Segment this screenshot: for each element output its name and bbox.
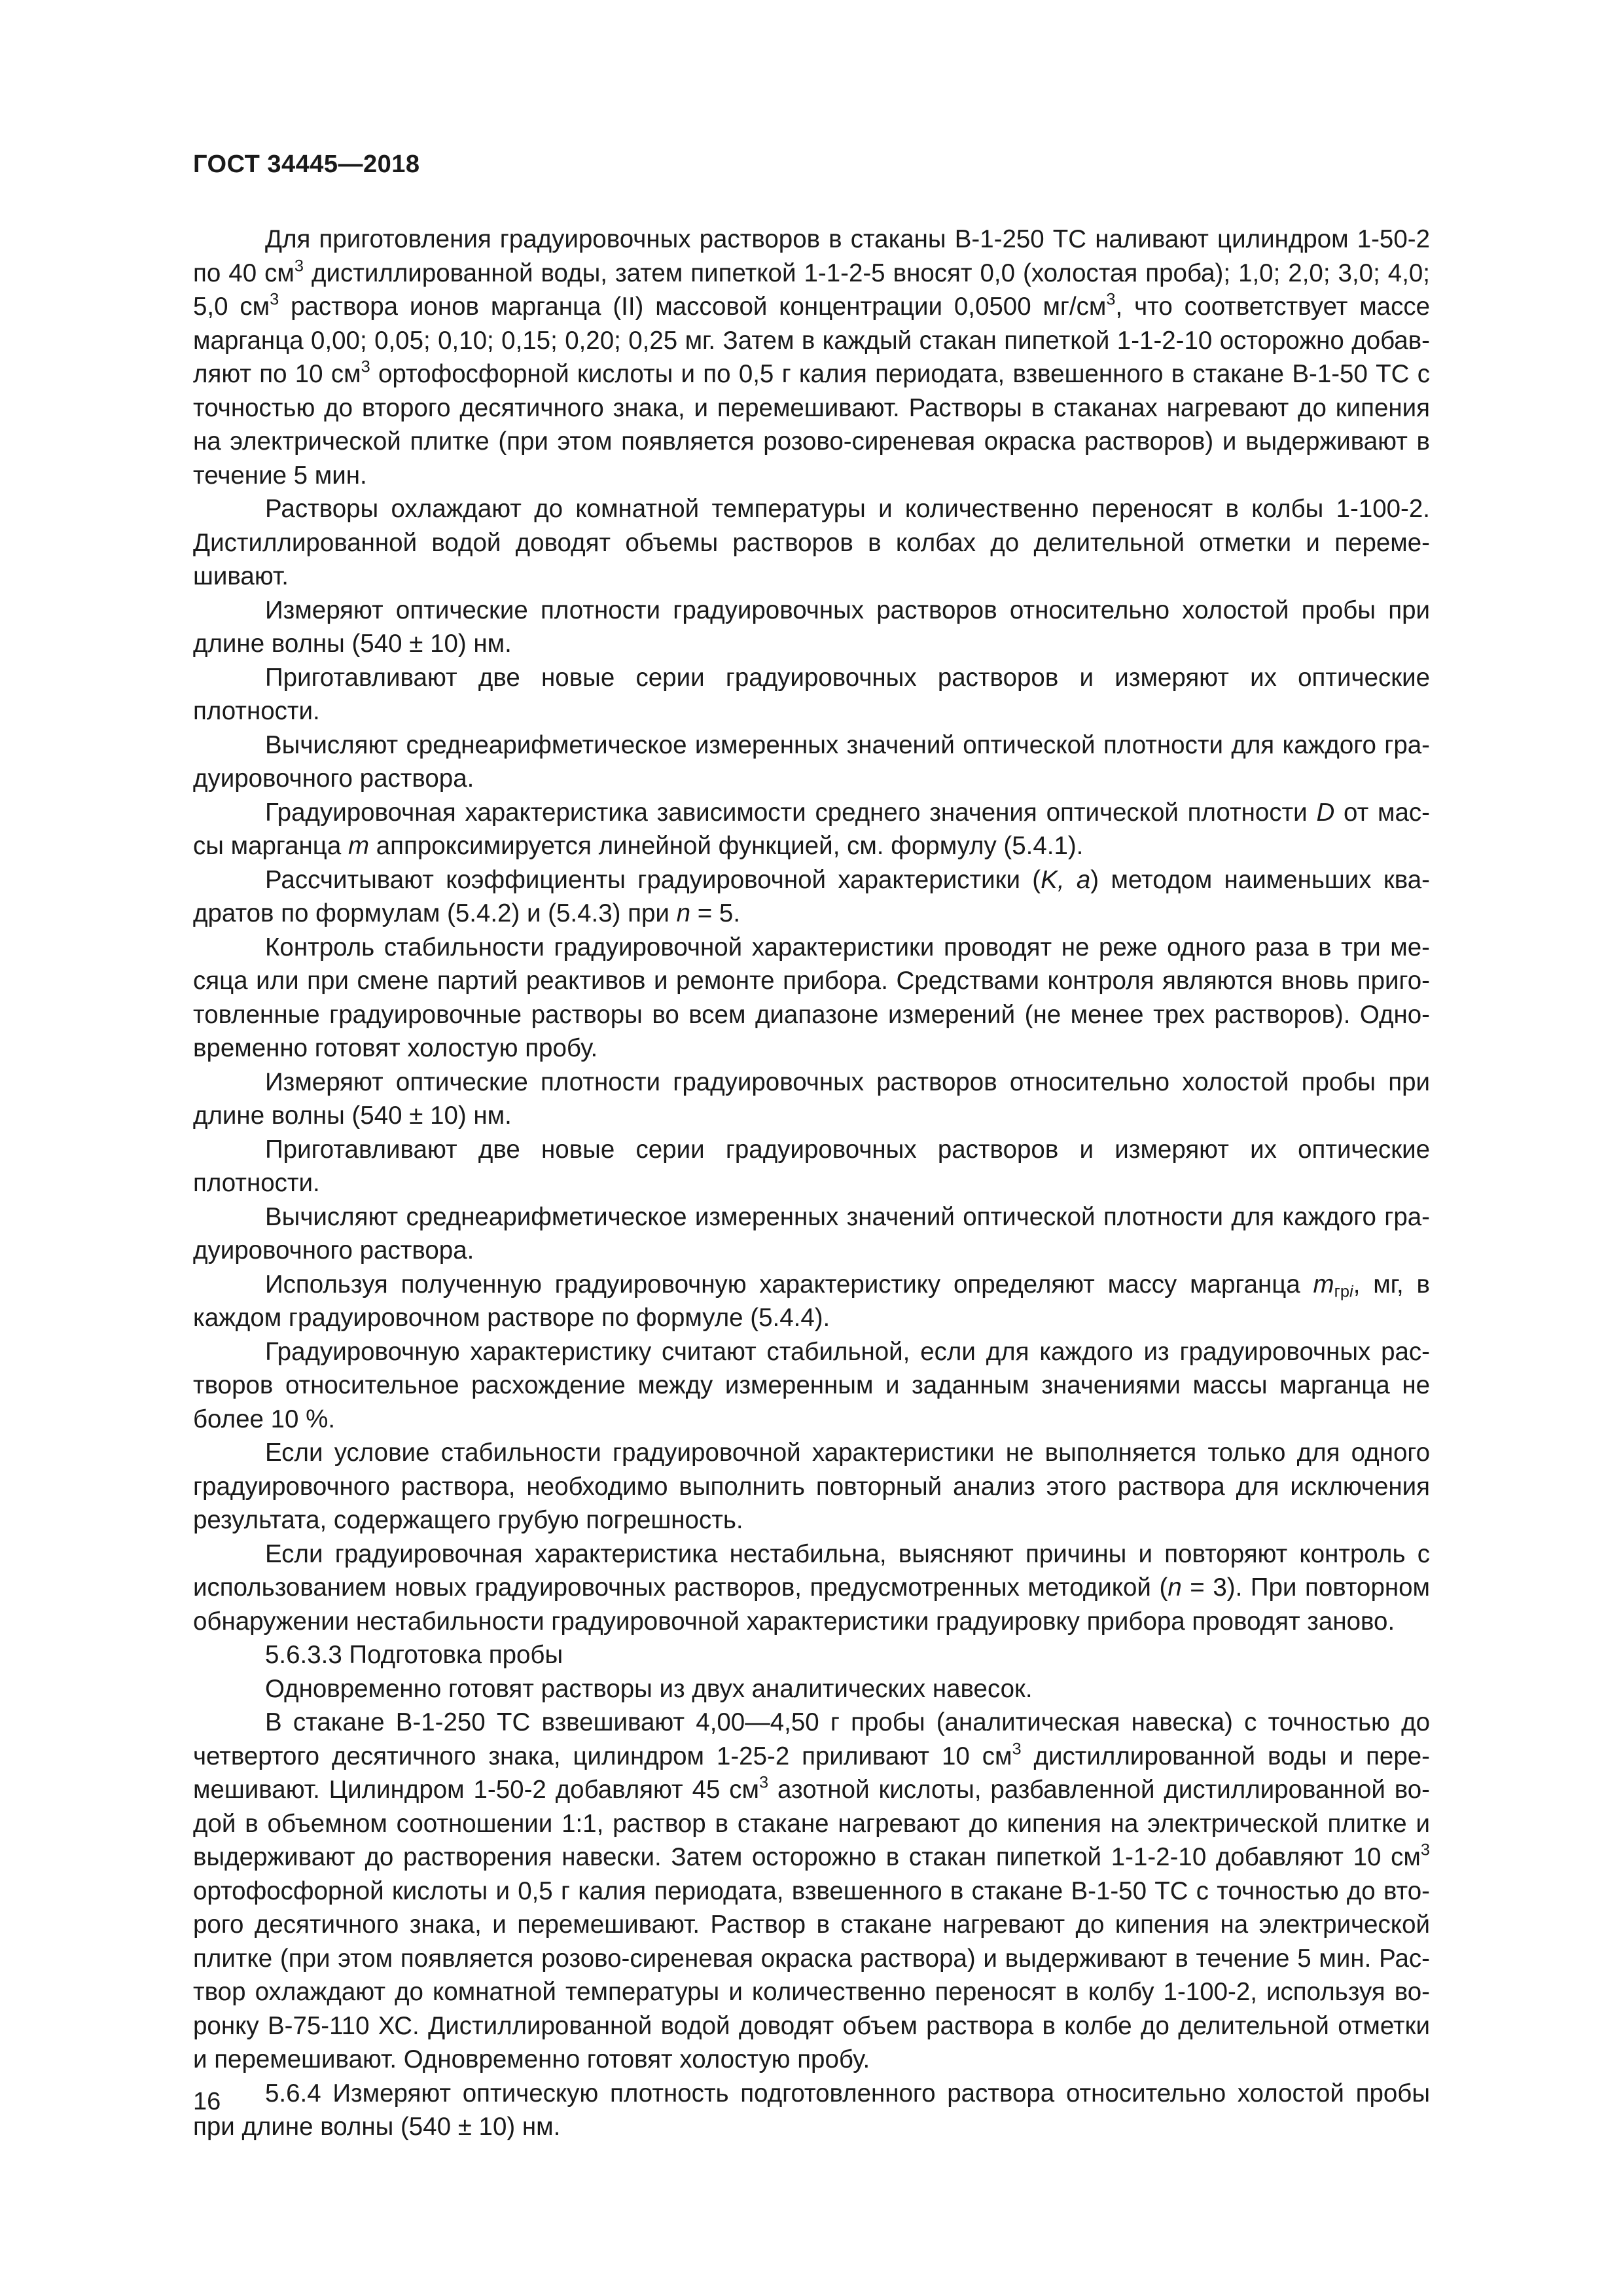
paragraph: Градуировочную характеристику считают стабильной, если для каждого из градуировочных растворов относительное расхождение между измеренным и заданным значениями массы марганца не более 10 %. [193, 1337, 1430, 1433]
paragraph: Если условие стабильности градуировочной характеристики не выполняется только для одного градуировочного раствора, необходимо выполнить повторный анализ этого раствора для исключения результата, содержащего грубую погрешность. [193, 1439, 1430, 1534]
page-header-standard: ГОСТ 34445—2018 [193, 151, 420, 178]
paragraph: Для приготовления градуировочных растворов в стаканы В-1-250 ТС наливают цилиндром 1-50-2 по 40 $см^3$ дистиллированной воды, затем пипеткой 1-1-2-5 вносят 0,0 (холостая проба); 1,0; 2,0; 3,0; 4,0; 5,0 $см^3$ раствора ионов марганца (II) массовой концентрации 0,0500 $мг/см^3$, что соответствует массе марганца 0,00; 0,05; 0,10; 0,15; 0,20; 0,25 мг. Затем в каждый стакан пипеткой 1-1-2-10 осторожно добавляют по 10 $см^3$ ортофосфорной кислоты и по 0,5 г калия периодата, взвешенного в стакане В-1-50 ТС с точностью до второго десятичного знака, и перемешивают. Растворы в стаканах нагревают до кипения на электрической плитке (при этом появляется розово-сиреневая окраска растворов) и выдерживают в течение 5 мин. [193, 225, 1431, 490]
paragraph: Приготавливают две новые серии градуировочных растворов и измеряют их оптические плотности. [193, 1135, 1430, 1197]
paragraph: В стакане В-1-250 ТС взвешивают 4,00—4,50 г пробы (аналитическая навеска) с точностью до четвертого десятичного знака, цилиндром 1-25-2 приливают 10 $см^3$ дистиллированной воды и перемешивают. Цилиндром 1-50-2 добавляют 45 $см^3$ азотной кислоты, разбавленной дистиллированной водой в объемном соотношении 1:1, раствор в стакане нагревают до кипения на электрической плитке и выдерживают до растворения навески. Затем осторожно в стакан пипеткой 1-1-2-10 добавляют 10 $см^3$ ортофосфорной кислоты и 0,5 г калия периодата, взвешенного в стакане В-1-50 ТС с точностью до второго десятичного знака, и перемешивают. Раствор в стакане нагревают до кипения на электрической плитке (при этом появляется розово-сиреневая окраска раствора) и выдерживают в течение 5 мин. Раствор охлаждают до комнатной температуры и количественно переносят в колбу 1-100-2, используя воронку В-75-110 ХС. Дистиллированной водой доводят объем раствора в колбе до делительной отметки и перемешивают. Одновременно готовят холостую пробу. [193, 1708, 1430, 2073]
paragraph: Вычисляют среднеарифметическое измеренных значений оптической плотности для каждого градуировочного раствора. [193, 730, 1430, 793]
paragraph: 5.6.3.3 Подготовка пробы [265, 1641, 563, 1669]
paragraph: Вычисляют среднеарифметическое измеренных значений оптической плотности для каждого градуировочного раствора. [193, 1202, 1430, 1265]
body-text [193, 223, 1430, 2144]
paragraph: Рассчитывают коэффициенты градуировочной характеристики (K, a) методом наименьших квадратов по формулам (5.4.2) и (5.4.3) при n = 5. [193, 865, 1430, 927]
paragraph: Используя полученную градуировочную характеристику определяют массу марганца $m_{грi}$, мг, в каждом градуировочном растворе по формуле (5.4.4). [193, 1270, 1430, 1332]
paragraph: Приготавливают две новые серии градуировочных растворов и измеряют их оптические плотности. [193, 663, 1430, 725]
paragraph: Измеряют оптические плотности градуировочных растворов относительно холостой пробы при длине волны (540 ± 10) нм. [193, 1067, 1430, 1130]
page-number: 16 [193, 2088, 221, 2115]
paragraph: Если градуировочная характеристика нестабильна, выясняют причины и повторяют контроль с использованием новых градуировочных растворов, предусмотренных методикой (n = 3). При повторном обнаружении нестабильности градуировочной характеристики градуировку прибора проводят заново. [193, 1539, 1431, 1636]
paragraph: Одновременно готовят растворы из двух аналитических навесок. [265, 1674, 1033, 1703]
paragraph: Градуировочная характеристика зависимости среднего значения оптической плотности D от массы марганца m аппроксимируется линейной функцией, см. формулу (5.4.1). [193, 798, 1430, 860]
paragraph: 5.6.4 Измеряют оптическую плотность подготовленного раствора относительно холостой пробы при длине волны (540 ± 10) нм. [193, 2079, 1430, 2141]
paragraph: Контроль стабильности градуировочной характеристики проводят не реже одного раза в три месяца или при смене партий реактивов и ремонте прибора. Средствами контроля являются вновь приготовленные градуировочные растворы во всем диапазоне измерений (не менее трех растворов). Одновременно готовят холостую пробу. [193, 933, 1430, 1062]
paragraph: Растворы охлаждают до комнатной температуры и количественно переносят в колбы 1-100-2. Дистиллированной водой доводят объемы растворов в колбах до делительной отметки и перемешивают. [193, 495, 1430, 590]
paragraph: Измеряют оптические плотности градуировочных растворов относительно холостой пробы при длине волны (540 ± 10) нм. [193, 596, 1430, 658]
